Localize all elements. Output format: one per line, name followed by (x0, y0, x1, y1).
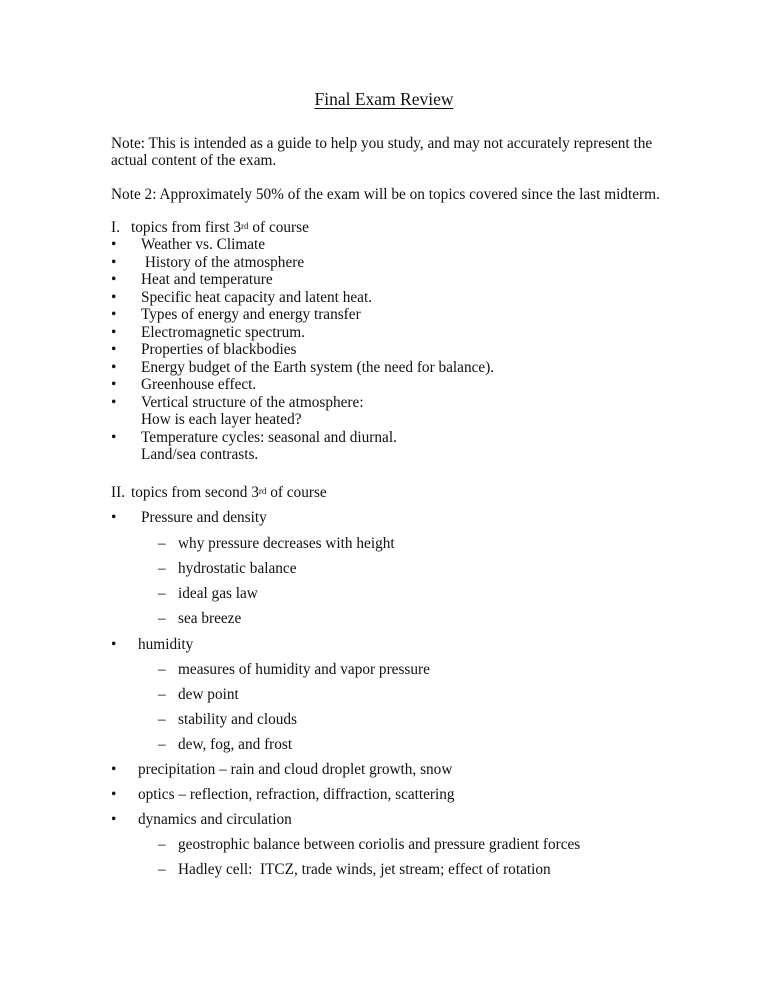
superscript: rd (258, 486, 267, 496)
list-item-text: Weather vs. Climate (141, 236, 266, 253)
subitem-text: stability and clouds (178, 711, 297, 728)
dash-icon: – (158, 686, 166, 703)
list-item-text: Properties of blackbodies (141, 341, 297, 358)
dash-icon: – (158, 610, 166, 627)
bullet-icon: • (111, 509, 117, 526)
dash-icon: – (158, 861, 166, 878)
section-1-heading-suffix: of course (248, 219, 309, 236)
subitem-text: hydrostatic balance (178, 560, 297, 577)
dash-icon: – (158, 711, 166, 728)
section-1-heading (111, 219, 309, 236)
dash-icon: – (158, 560, 166, 577)
subitem-text: why pressure decreases with height (178, 535, 395, 552)
bullet-icon: • (111, 288, 117, 306)
list-item-text: How is each layer heated? (141, 411, 302, 428)
superscript: rd (241, 221, 249, 231)
dash-icon: – (158, 661, 166, 678)
topic-label: dynamics and circulation (138, 811, 292, 828)
dash-icon: – (158, 535, 166, 552)
bullet-icon: • (111, 358, 117, 376)
section-2-heading-text: topics from second 3 (131, 484, 259, 501)
dash-icon: – (158, 585, 166, 602)
note-1-line-2: actual content of the exam. (111, 152, 277, 169)
note-1 (111, 135, 671, 169)
section-2-heading (111, 484, 327, 501)
document-title: Final Exam Review (314, 89, 454, 109)
section-2-heading-suffix: of course (266, 484, 327, 501)
bullet-icon: • (111, 236, 117, 253)
topic-label: humidity (138, 636, 194, 653)
bullet-icon: • (111, 253, 117, 271)
topic-label: Pressure and density (141, 509, 267, 526)
section-1-numeral: I. (111, 219, 120, 236)
note-1-line-1: Note: This is intended as a guide to help you study, and may not accurately represent the (111, 135, 653, 152)
bullet-icon: • (111, 393, 117, 411)
subitem-text: ideal gas law (178, 585, 258, 602)
bullet-icon: • (111, 271, 117, 288)
bullet-icon: • (111, 323, 117, 341)
list-item-text: Types of energy and energy transfer (141, 306, 361, 323)
dash-icon: – (158, 736, 166, 753)
bullet-icon: • (111, 786, 117, 803)
section-1-heading-text: topics from first 3 (131, 219, 242, 236)
subitem-text: sea breeze (178, 610, 242, 627)
topic-label: optics – reflection, refraction, diffraction, scattering (138, 786, 455, 803)
topic-label: precipitation – rain and cloud droplet growth, snow (138, 761, 453, 778)
subitem-text: dew point (178, 686, 239, 703)
bullet-icon: • (111, 811, 117, 828)
list-item-text: Vertical structure of the atmosphere: (141, 393, 364, 411)
list-item-text: Heat and temperature (141, 271, 273, 288)
bullet-icon: • (111, 376, 117, 393)
bullet-icon: • (111, 341, 117, 358)
subitem-text: geostrophic balance between coriolis and pressure gradient forces (178, 836, 581, 853)
bullet-icon: • (111, 306, 117, 323)
list-item-text: Temperature cycles: seasonal and diurnal. (141, 428, 397, 446)
note-2: Note 2: Approximately 50% of the exam will be on topics covered since the last midterm. (111, 186, 660, 203)
list-item-text: Greenhouse effect. (141, 376, 257, 393)
bullet-icon: • (111, 636, 117, 653)
list-item-text: Land/sea contrasts. (141, 446, 259, 463)
list-item-text: Energy budget of the Earth system (the need for balance). (141, 358, 495, 376)
dash-icon: – (158, 836, 166, 853)
bullet-icon: • (111, 761, 117, 778)
subitem-text: dew, fog, and frost (178, 736, 293, 753)
subitem-text: Hadley cell: ITCZ, trade winds, jet stream; effect of rotation (178, 861, 551, 878)
list-item-text: Electromagnetic spectrum. (141, 323, 305, 341)
list-item-text: History of the atmosphere (141, 253, 305, 271)
bullet-icon: • (111, 428, 117, 446)
section-2-numeral: II. (111, 484, 126, 501)
subitem-text: measures of humidity and vapor pressure (178, 661, 430, 678)
list-item-text: Specific heat capacity and latent heat. (141, 288, 373, 306)
